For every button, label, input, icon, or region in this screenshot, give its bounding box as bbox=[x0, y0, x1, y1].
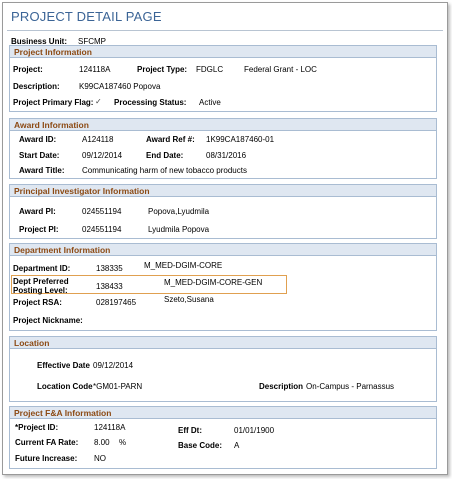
location-description-value: On-Campus - Parnassus bbox=[306, 382, 395, 391]
fa-information-header: Project F&A Information bbox=[10, 407, 436, 419]
award-pi-id: 024551194 bbox=[82, 207, 122, 216]
primary-flag-label: Project Primary Flag: bbox=[13, 98, 94, 107]
department-id-label: Department ID: bbox=[13, 264, 71, 273]
award-ref-label: Award Ref #: bbox=[146, 135, 195, 144]
start-date-label: Start Date: bbox=[19, 151, 60, 160]
award-id-value: A124118 bbox=[82, 135, 114, 144]
base-code-value: A bbox=[234, 441, 240, 450]
project-pi-label: Project PI: bbox=[19, 225, 59, 234]
start-date-value: 09/12/2014 bbox=[82, 151, 123, 160]
title-divider bbox=[7, 30, 443, 31]
processing-status-label: Processing Status: bbox=[114, 98, 187, 107]
preferred-posting-value: 138433 bbox=[96, 282, 123, 291]
award-pi-name: Popova,Lyudmila bbox=[148, 207, 210, 216]
project-pi-name: Lyudmila Popova bbox=[148, 225, 210, 234]
end-date-value: 08/31/2016 bbox=[206, 151, 247, 160]
award-pi-label: Award PI: bbox=[19, 207, 56, 216]
primary-flag-checkbox[interactable]: ✓ bbox=[95, 97, 102, 106]
page-title: PROJECT DETAIL PAGE bbox=[11, 9, 162, 24]
eff-dt-label: Eff Dt: bbox=[178, 426, 202, 435]
location-header: Location bbox=[10, 337, 436, 349]
location-description-label: Description bbox=[259, 382, 304, 391]
pi-information-header: Principal Investigator Information bbox=[10, 185, 436, 197]
processing-status-value: Active bbox=[199, 98, 221, 107]
project-type-code: FDGLC bbox=[196, 65, 224, 74]
award-information-header: Award Information bbox=[10, 119, 436, 131]
award-title-value: Communicating harm of new tobacco products bbox=[82, 166, 247, 175]
project-information-header: Project Information bbox=[10, 46, 436, 58]
project-rsa-name: Szeto,Susana bbox=[164, 295, 214, 304]
location-code-label: Location Code bbox=[37, 382, 93, 391]
future-increase-label: Future Increase: bbox=[15, 454, 78, 463]
department-information-header: Department Information bbox=[10, 244, 436, 256]
project-pi-id: 024551194 bbox=[82, 225, 122, 234]
department-id-value: 138335 bbox=[96, 264, 123, 273]
project-value: 124118A bbox=[79, 65, 111, 74]
description-value: K99CA187460 Popova bbox=[79, 82, 161, 91]
preferred-posting-label-line2: Posting Level: bbox=[13, 286, 68, 295]
project-type-description: Federal Grant - LOC bbox=[244, 65, 317, 74]
award-title-label: Award Title: bbox=[19, 166, 65, 175]
project-type-label: Project Type: bbox=[137, 65, 188, 74]
award-id-label: Award ID: bbox=[19, 135, 57, 144]
project-label: Project: bbox=[13, 65, 43, 74]
eff-dt-value: 01/01/1900 bbox=[234, 426, 275, 435]
page-frame bbox=[2, 2, 448, 475]
department-id-description: M_MED-DGIM-CORE bbox=[144, 261, 223, 270]
end-date-label: End Date: bbox=[146, 151, 184, 160]
business-unit-value: SFCMP bbox=[78, 37, 106, 46]
future-increase-value: NO bbox=[94, 454, 106, 463]
pi-information-section bbox=[9, 184, 437, 239]
base-code-label: Base Code: bbox=[178, 441, 223, 450]
preferred-posting-description: M_MED-DGIM-CORE-GEN bbox=[164, 278, 263, 287]
effective-date-value: 09/12/2014 bbox=[93, 361, 134, 370]
project-nickname-label: Project Nickname: bbox=[13, 316, 83, 325]
fa-project-id-value: 124118A bbox=[94, 423, 126, 432]
award-ref-value: 1K99CA187460-01 bbox=[206, 135, 275, 144]
preferred-posting-label-line1: Dept Preferred bbox=[13, 277, 69, 286]
location-code-value: *GM01-PARN bbox=[93, 382, 143, 391]
effective-date-label: Effective Date bbox=[37, 361, 90, 370]
fa-rate-value: 8.00 bbox=[94, 438, 110, 447]
fa-rate-label: Current FA Rate: bbox=[15, 438, 79, 447]
fa-rate-unit: % bbox=[119, 438, 127, 447]
business-unit-label: Business Unit: bbox=[11, 37, 68, 46]
project-rsa-value: 028197465 bbox=[96, 298, 137, 307]
description-label: Description: bbox=[13, 82, 60, 91]
project-rsa-label: Project RSA: bbox=[13, 298, 62, 307]
fa-project-id-label: *Project ID: bbox=[15, 423, 59, 432]
